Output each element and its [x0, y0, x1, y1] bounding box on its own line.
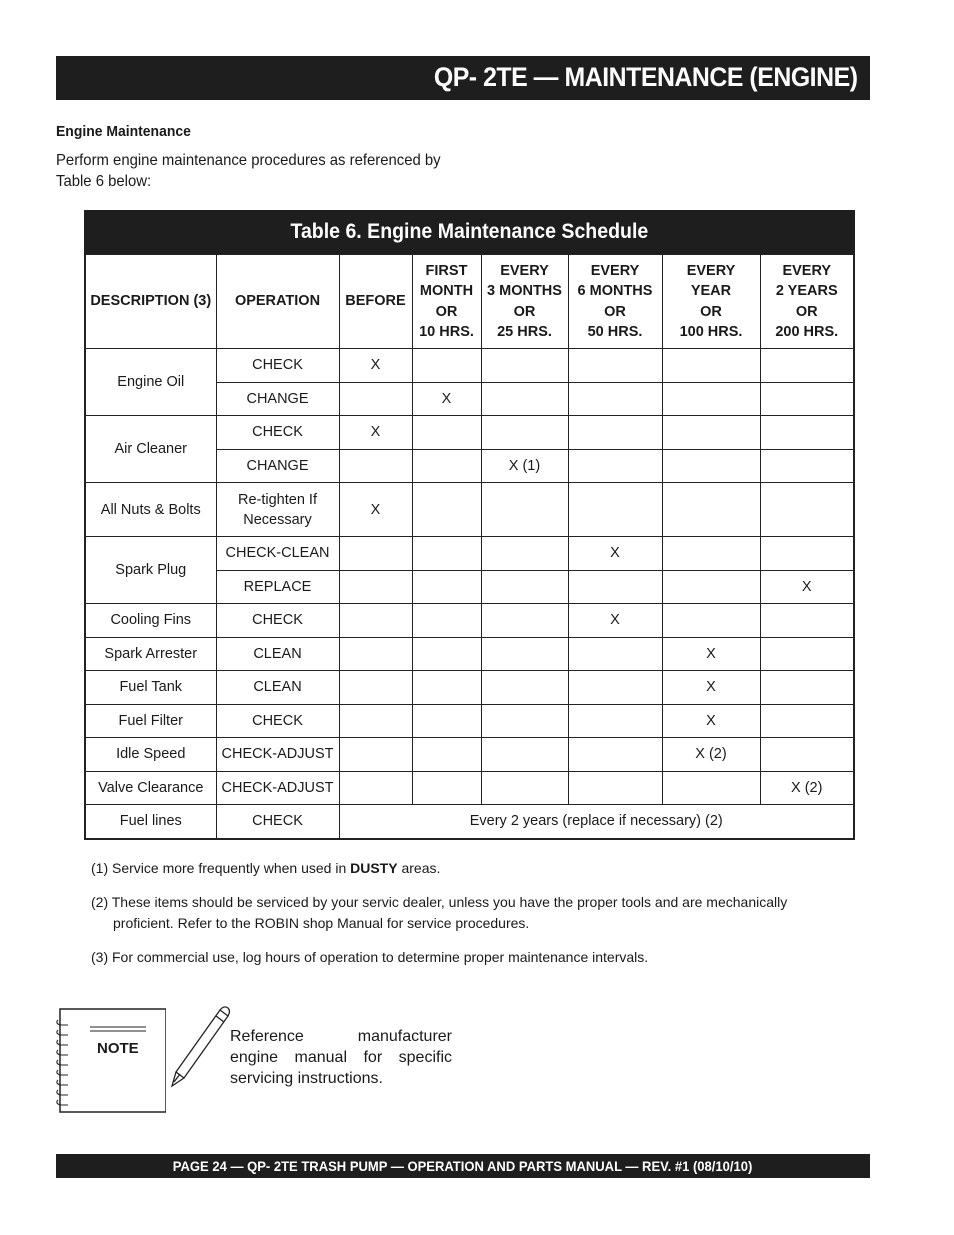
description-cell: Valve Clearance	[85, 771, 216, 805]
interval-cell	[481, 349, 568, 383]
interval-cell	[339, 671, 412, 705]
interval-cell	[760, 483, 854, 537]
interval-cell	[568, 483, 662, 537]
description-cell: Fuel Tank	[85, 671, 216, 705]
interval-cell	[662, 771, 760, 805]
operation-cell: CHECK	[216, 416, 339, 450]
table-row	[85, 349, 854, 383]
interval-cell	[662, 537, 760, 571]
intro-text: Perform engine maintenance procedures as referenced by Table 6 below:	[56, 152, 441, 190]
description-cell: Cooling Fins	[85, 604, 216, 638]
interval-cell: X	[339, 416, 412, 450]
interval-cell	[568, 570, 662, 604]
table-row	[85, 637, 854, 671]
operation-cell: CHECK	[216, 604, 339, 638]
description-cell: Spark Arrester	[85, 637, 216, 671]
interval-cell: X	[568, 604, 662, 638]
table-row	[85, 416, 854, 450]
table-caption: Table 6. Engine Maintenance Schedule	[84, 210, 855, 254]
interval-cell	[412, 604, 481, 638]
interval-cell	[568, 637, 662, 671]
interval-cell: X	[339, 349, 412, 383]
interval-cell	[568, 738, 662, 772]
interval-cell	[760, 604, 854, 638]
interval-cell	[481, 416, 568, 450]
interval-cell	[760, 382, 854, 416]
interval-cell	[760, 704, 854, 738]
column-header: DESCRIPTION (3)	[85, 255, 216, 349]
interval-cell	[339, 570, 412, 604]
interval-cell	[412, 637, 481, 671]
description-cell: Fuel lines	[85, 805, 216, 839]
section-heading: Engine Maintenance	[56, 123, 191, 140]
description-cell: Air Cleaner	[85, 416, 216, 483]
interval-cell	[412, 738, 481, 772]
table-row	[85, 671, 854, 705]
table-row	[85, 805, 854, 839]
interval-cell	[339, 604, 412, 638]
column-header: EVERY 3 MONTHS OR 25 HRS.	[481, 255, 568, 349]
operation-cell: CHECK-CLEAN	[216, 537, 339, 571]
interval-cell	[339, 738, 412, 772]
interval-cell	[412, 449, 481, 483]
operation-cell: Re-tighten If Necessary	[216, 483, 339, 537]
column-header: EVERY 6 MONTHS OR 50 HRS.	[568, 255, 662, 349]
operation-cell: CHECK-ADJUST	[216, 738, 339, 772]
interval-cell	[412, 349, 481, 383]
interval-cell: X	[662, 671, 760, 705]
interval-cell	[481, 771, 568, 805]
interval-cell	[662, 382, 760, 416]
interval-cell	[662, 349, 760, 383]
interval-cell	[568, 671, 662, 705]
description-cell: Spark Plug	[85, 537, 216, 604]
operation-cell: CLEAN	[216, 671, 339, 705]
pencil-icon	[170, 1004, 232, 1088]
header-bar	[56, 56, 870, 100]
description-cell: Fuel Filter	[85, 704, 216, 738]
interval-cell	[481, 604, 568, 638]
operation-cell: CHECK	[216, 349, 339, 383]
interval-cell: X (1)	[481, 449, 568, 483]
table-row	[85, 604, 854, 638]
interval-cell	[760, 537, 854, 571]
operation-cell: CLEAN	[216, 637, 339, 671]
table-header-row	[85, 255, 854, 349]
note-text: Reference manufacturer engine manual for specific servicing instructions.	[230, 1028, 452, 1087]
notebook-icon	[56, 1008, 166, 1113]
interval-note-cell: Every 2 years (replace if necessary) (2)	[339, 805, 854, 839]
table-row	[85, 537, 854, 571]
column-header: EVERY YEAR OR 100 HRS.	[662, 255, 760, 349]
interval-cell	[662, 483, 760, 537]
interval-cell	[568, 349, 662, 383]
footnote-3: (3) For commercial use, log hours of operation to determine proper maintenance intervals.	[91, 949, 649, 965]
table-row	[85, 738, 854, 772]
interval-cell	[662, 604, 760, 638]
interval-cell: X (2)	[760, 771, 854, 805]
interval-cell: X	[568, 537, 662, 571]
interval-cell: X	[662, 704, 760, 738]
interval-cell	[339, 449, 412, 483]
description-cell: Idle Speed	[85, 738, 216, 772]
interval-cell	[412, 483, 481, 537]
interval-cell	[481, 537, 568, 571]
operation-cell: REPLACE	[216, 570, 339, 604]
interval-cell	[662, 416, 760, 450]
interval-cell	[481, 704, 568, 738]
table-row	[85, 704, 854, 738]
interval-cell	[412, 671, 481, 705]
operation-cell: CHECK-ADJUST	[216, 771, 339, 805]
interval-cell	[568, 382, 662, 416]
description-cell: All Nuts & Bolts	[85, 483, 216, 537]
interval-cell	[568, 416, 662, 450]
table-row	[85, 483, 854, 537]
interval-cell: X	[662, 637, 760, 671]
interval-cell: X	[412, 382, 481, 416]
interval-cell	[481, 671, 568, 705]
interval-cell	[662, 570, 760, 604]
interval-cell	[568, 771, 662, 805]
interval-cell: X (2)	[662, 738, 760, 772]
interval-cell	[760, 637, 854, 671]
interval-cell	[481, 738, 568, 772]
interval-cell	[760, 349, 854, 383]
interval-cell	[481, 570, 568, 604]
column-header: EVERY 2 YEARS OR 200 HRS.	[760, 255, 854, 349]
interval-cell	[568, 704, 662, 738]
footer-bar	[56, 1154, 870, 1178]
interval-cell	[760, 671, 854, 705]
footnotes	[91, 858, 811, 981]
interval-cell	[760, 449, 854, 483]
interval-cell: X	[339, 483, 412, 537]
interval-cell	[412, 570, 481, 604]
schedule-table	[84, 254, 855, 840]
interval-cell	[662, 449, 760, 483]
table-row	[85, 771, 854, 805]
interval-cell	[339, 382, 412, 416]
interval-cell	[412, 416, 481, 450]
interval-cell	[568, 449, 662, 483]
operation-cell: CHECK	[216, 704, 339, 738]
footer-text: PAGE 24 — QP- 2TE TRASH PUMP — OPERATION AND PARTS MANUAL — REV. #1 (08/10/10)	[173, 1158, 753, 1174]
interval-cell	[481, 382, 568, 416]
interval-cell	[339, 637, 412, 671]
operation-cell: CHANGE	[216, 382, 339, 416]
interval-cell	[412, 771, 481, 805]
interval-cell	[339, 704, 412, 738]
note-label: NOTE	[97, 1040, 139, 1057]
interval-cell: X	[760, 570, 854, 604]
interval-cell	[760, 416, 854, 450]
footnote-2: (2) These items should be serviced by your servic dealer, unless you have the proper tools and are mechanically proficient. Refer to the ROBIN shop Manual for service procedures.	[91, 894, 788, 931]
description-cell: Engine Oil	[85, 349, 216, 416]
column-header: FIRST MONTH OR 10 HRS.	[412, 255, 481, 349]
interval-cell	[412, 537, 481, 571]
footnote-1: (1) Service more frequently when used in DUSTY areas.	[91, 860, 441, 876]
interval-cell	[339, 537, 412, 571]
operation-cell: CHECK	[216, 805, 339, 839]
interval-cell	[339, 771, 412, 805]
page-title: QP- 2TE — MAINTENANCE (ENGINE)	[434, 62, 858, 92]
interval-cell	[760, 738, 854, 772]
column-header: OPERATION	[216, 255, 339, 349]
operation-cell: CHANGE	[216, 449, 339, 483]
interval-cell	[481, 637, 568, 671]
column-header: BEFORE	[339, 255, 412, 349]
interval-cell	[412, 704, 481, 738]
interval-cell	[481, 483, 568, 537]
maintenance-table	[84, 210, 855, 840]
